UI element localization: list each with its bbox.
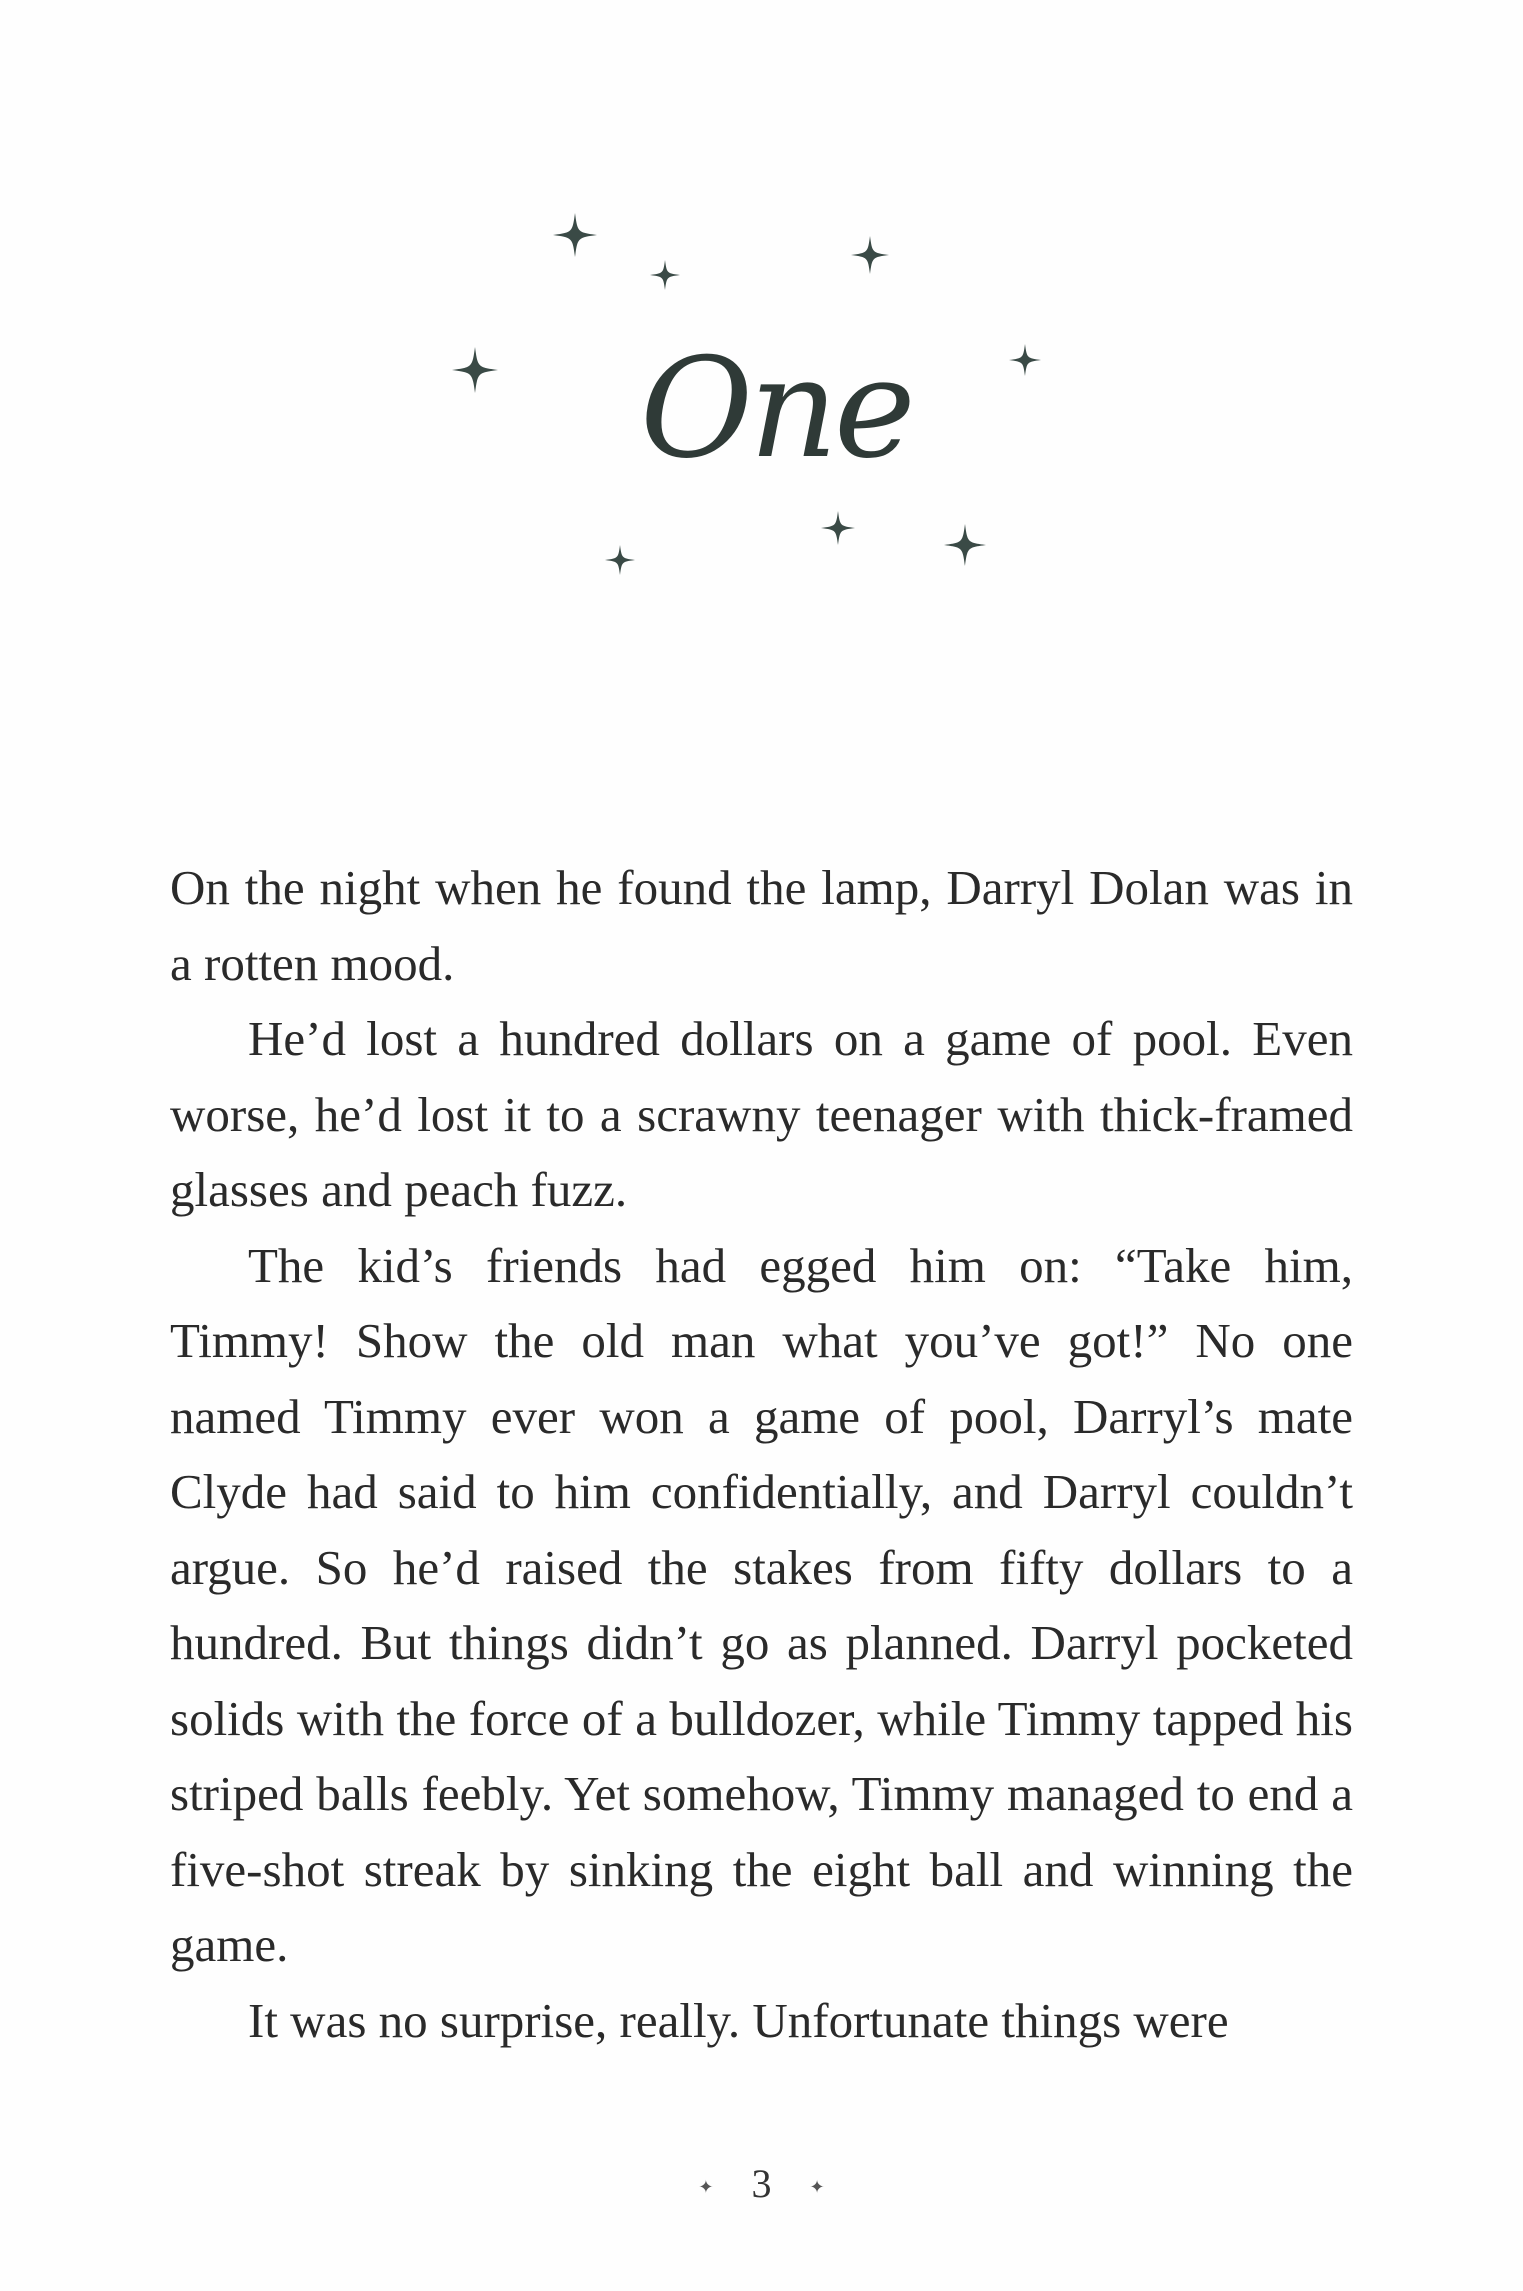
page-number: 3 bbox=[751, 2161, 772, 2206]
sparkle-icon bbox=[851, 236, 889, 274]
sparkle-icon: ✦ bbox=[809, 2177, 825, 2198]
paragraph: He’d lost a hundred dollars on a game of pool. Even worse, he’d lost it to a scrawny teenager with thick-framed glasses and peach fuzz. bbox=[170, 1011, 1353, 1217]
sparkle-icon bbox=[650, 260, 680, 290]
sparkle-icon bbox=[821, 511, 855, 545]
chapter-body bbox=[170, 850, 1353, 2058]
sparkle-icon bbox=[553, 213, 597, 257]
paragraph: On the night when he found the lamp, Darryl Dolan was in a rotten mood. bbox=[170, 860, 1353, 991]
sparkle-icon bbox=[605, 545, 635, 575]
sparkle-icon bbox=[944, 524, 986, 566]
sparkle-icon: ✦ bbox=[698, 2177, 714, 2198]
paragraph: The kid’s friends had egged him on: “Take him, Timmy! Show the old man what you’ve got!” No one named Timmy ever won a game of pool, Darryl’s mate Clyde had said to him confidentially, and Darryl couldn’t argue. So he’d raised the stakes from fifty dollars to a hundred. But things didn’t go as planned. Darryl pocketed solids with the force of a bulldozer, while Timmy tapped his striped balls feebly. Yet somehow, Timmy managed to end a five-shot streak by sinking the eight ball and winning the game. bbox=[170, 1237, 1353, 1972]
sparkle-icon bbox=[1009, 344, 1041, 376]
chapter-title: One bbox=[640, 328, 912, 489]
sparkle-icon bbox=[452, 347, 498, 393]
page-footer bbox=[0, 2160, 1523, 2207]
paragraph: It was no surprise, really. Unfortunate things were bbox=[248, 1992, 1229, 2048]
